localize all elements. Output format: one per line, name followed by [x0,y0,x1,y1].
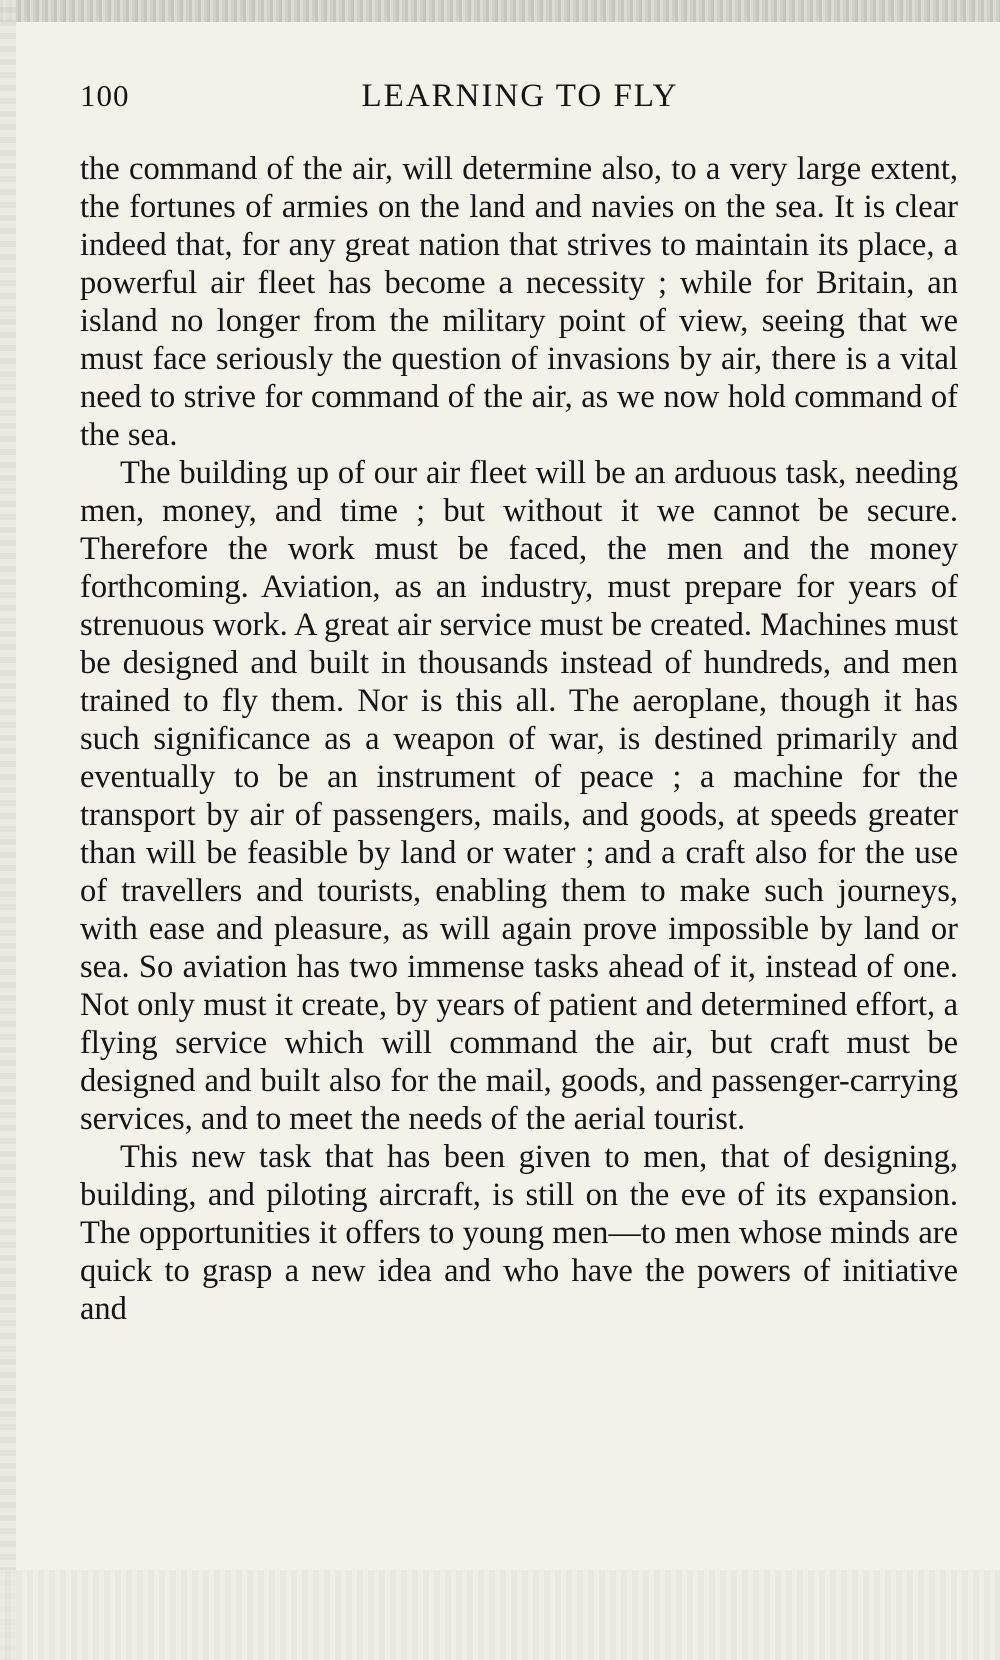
paragraph-3: This new task that has been given to men, that of designing, building, and piloting aircraft, is still on the eve of its expansion. The opportunities it offers to young men—to men whose minds are quick to grasp a new idea and who have the powers of initiative and [80,1139,958,1327]
scan-edge-top [0,0,1000,22]
running-title: LEARNING TO FLY [361,78,679,114]
page-number: 100 [80,78,130,113]
page-header [80,78,960,118]
body-text [80,150,958,1328]
scan-edge-left [0,0,16,1660]
scan-edge-bottom [0,1570,1000,1660]
paragraph-2: The building up of our air fleet will be an arduous task, needing men, money, and time ; but without it we cannot be secure. Therefore the work must be faced, the men and the money forthcoming. Aviation, as an industry, must prepare for years of strenuous work. A great air service must be created. Machines must be designed and built in thousands instead of hundreds, and men trained to fly them. Nor is this all. The aeroplane, though it has such significance as a weapon of war, is destined primarily and eventually to be an instrument of peace ; a machine for the transport by air of passengers, mails, and goods, at speeds greater than will be feasible by land or water ; and a craft also for the use of travellers and tourists, enabling them to make such journeys, with ease and pleasure, as will again prove impossible by land or sea. So aviation has two immense tasks ahead of it, instead of one. Not only must it create, by years of patient and determined effort, a flying service which will command the air, but craft must be designed and built also for the mail, goods, and passenger-carrying services, and to meet the needs of the aerial tourist. [80,455,958,1137]
paragraph-1: the command of the air, will determine also, to a very large extent, the fortunes of armies on the land and navies on the sea. It is clear indeed that, for any great nation that strives to maintain its place, a powerful air fleet has become a necessity ; while for Britain, an island no longer from the military point of view, seeing that we must face seriously the question of invasions by air, there is a vital need to strive for command of the air, as we now hold command of the sea. [80,151,958,453]
